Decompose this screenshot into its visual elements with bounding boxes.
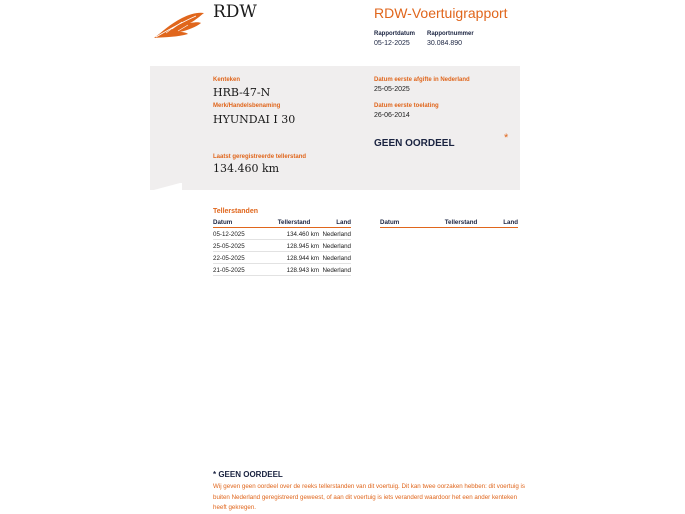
readings-title: Tellerstanden <box>213 208 258 215</box>
col-country: Land <box>319 218 351 228</box>
make-label: Merk/Handelsbenaming <box>213 103 281 109</box>
cell-date: 25-05-2025 <box>213 240 269 252</box>
document-title: RDW-Voertuigrapport <box>374 5 508 21</box>
cell-country: Nederland <box>319 228 351 240</box>
cell-odometer: 128.945 km <box>269 240 319 252</box>
cell-country: Nederland <box>319 252 351 264</box>
col-odometer: Tellerstand <box>269 218 319 228</box>
verdict: GEEN OORDEEL <box>374 138 455 149</box>
vehicle-make: HYUNDAI I 30 <box>213 113 296 126</box>
readings-table <box>213 218 351 276</box>
cell-odometer: 128.943 km <box>269 264 319 276</box>
col-odometer-2: Tellerstand <box>436 218 486 228</box>
first-admission: 26-06-2014 <box>374 112 410 119</box>
table-row <box>213 264 351 276</box>
col-date: Datum <box>213 218 269 228</box>
odometer-label: Laatst geregistreerde tellerstand <box>213 154 307 160</box>
first-registration-nl: 25-05-2025 <box>374 86 410 93</box>
table-row <box>213 228 351 240</box>
rdw-feather-logo-icon <box>152 10 206 40</box>
cell-country: Nederland <box>319 264 351 276</box>
verdict-footnote-marker: * <box>504 132 509 144</box>
cell-odometer: 128.944 km <box>269 252 319 264</box>
col-country-2: Land <box>486 218 518 228</box>
footnote-text: Wij geven geen oordeel over de reeks tellerstanden van dit voertuig. Dit kan twee oorzaken hebben: dit voertuig is buiten Nederland geregistreerd geweest, of aan dit voertuig is iets veranderd waardoor het een ander kenteken heeft gekregen. <box>213 483 525 511</box>
table-row <box>213 240 351 252</box>
cell-odometer: 134.460 km <box>269 228 319 240</box>
report-number-label: Rapportnummer <box>427 31 474 37</box>
cell-country: Nederland <box>319 240 351 252</box>
col-date-2: Datum <box>380 218 436 228</box>
license-plate: HRB-47-N <box>213 86 271 99</box>
cell-date: 05-12-2025 <box>213 228 269 240</box>
odometer-value: 134.460 km <box>213 162 280 175</box>
report-number: 30.084.890 <box>427 40 463 47</box>
readings-table-empty <box>380 218 518 228</box>
report-date: 05-12-2025 <box>374 40 410 47</box>
footnote-title: * GEEN OORDEEL <box>213 470 283 479</box>
first-admission-label: Datum eerste toelating <box>374 103 439 109</box>
plate-label: Kenteken <box>213 77 241 83</box>
table-row <box>213 252 351 264</box>
cell-date: 22-05-2025 <box>213 252 269 264</box>
report-date-label: Rapportdatum <box>374 31 415 37</box>
brand-name: RDW <box>213 2 257 22</box>
cell-date: 21-05-2025 <box>213 264 269 276</box>
vehicle-summary-panel <box>150 66 520 190</box>
first-registration-nl-label: Datum eerste afgifte in Nederland <box>374 77 470 83</box>
